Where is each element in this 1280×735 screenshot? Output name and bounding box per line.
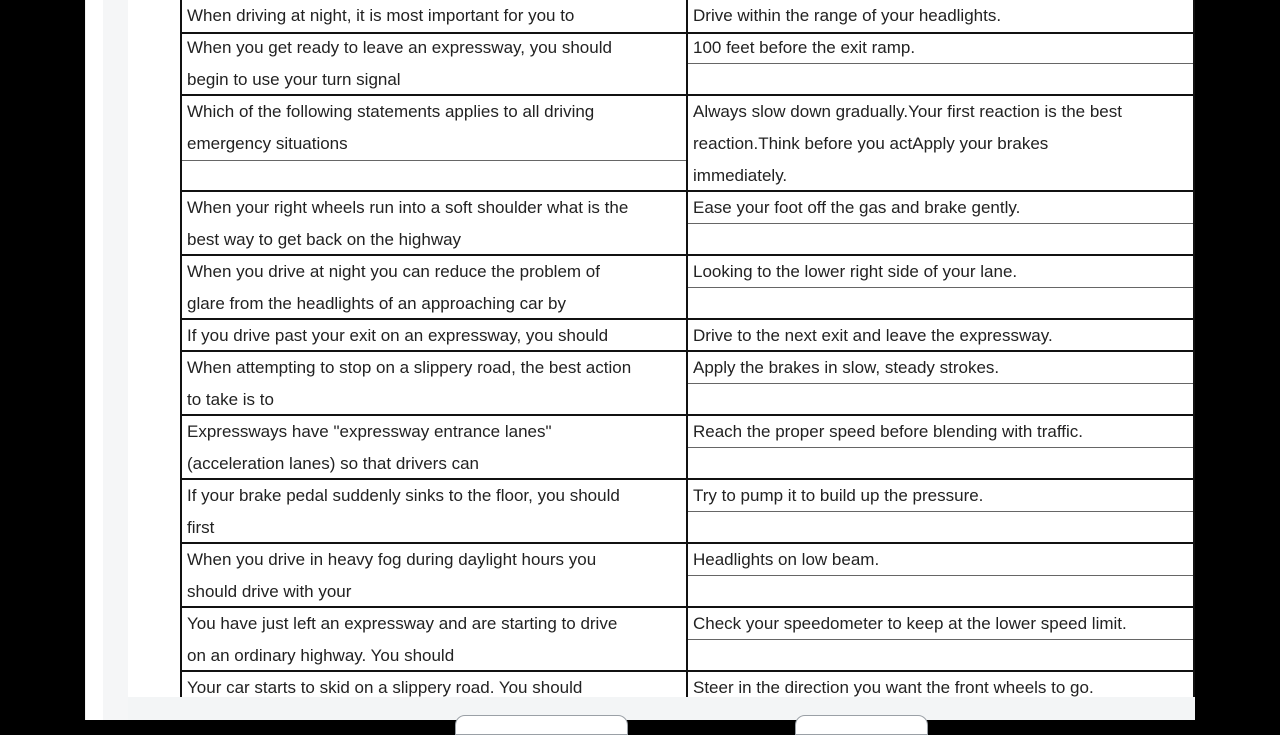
answer-blank bbox=[688, 640, 1195, 672]
question-cell bbox=[180, 192, 688, 256]
answer-cell bbox=[688, 32, 1195, 96]
answer-blank bbox=[688, 512, 1195, 544]
question-text: glare from the headlights of an approaching car by bbox=[187, 294, 566, 313]
question-text: to take is to bbox=[187, 390, 274, 409]
question-text: If your brake pedal suddenly sinks to the floor, you should bbox=[187, 486, 620, 505]
question-text: When driving at night, it is most important for you to bbox=[187, 6, 575, 25]
question-text: (acceleration lanes) so that drivers can bbox=[187, 454, 479, 473]
question-cell bbox=[180, 544, 688, 608]
answer-cell bbox=[688, 544, 1195, 608]
table-row bbox=[180, 256, 1195, 320]
answer-text: Check your speedometer to keep at the lower speed limit. bbox=[688, 608, 1195, 640]
answer-cell bbox=[688, 416, 1195, 480]
answer-cell bbox=[688, 192, 1195, 256]
viewer-button-right[interactable] bbox=[795, 715, 928, 735]
question-text: If you drive past your exit on an expressway, you should bbox=[187, 326, 609, 345]
answer-text: Drive within the range of your headlights. bbox=[693, 6, 1002, 25]
document-page bbox=[128, 0, 1195, 697]
table-row bbox=[180, 96, 1195, 192]
question-text: Expressways have "expressway entrance lanes" bbox=[187, 422, 552, 441]
answer-text: reaction.Think before you actApply your brakes bbox=[693, 134, 1049, 153]
table-row bbox=[180, 416, 1195, 480]
table-row bbox=[180, 544, 1195, 608]
answer-blank bbox=[688, 576, 1195, 608]
answer-cell bbox=[688, 320, 1195, 352]
question-text: Which of the following statements applies to all driving bbox=[187, 102, 595, 121]
question-cell bbox=[180, 96, 688, 192]
table-row bbox=[180, 32, 1195, 96]
answer-cell bbox=[688, 352, 1195, 416]
answer-text: Try to pump it to build up the pressure. bbox=[688, 480, 1195, 512]
answer-cell bbox=[688, 256, 1195, 320]
question-cell bbox=[180, 0, 688, 34]
question-text: should drive with your bbox=[187, 582, 352, 601]
question-cell bbox=[180, 416, 688, 480]
question-text: When your right wheels run into a soft shoulder what is the bbox=[187, 198, 629, 217]
table-row bbox=[180, 608, 1195, 672]
table-right-border bbox=[1193, 0, 1195, 697]
question-cell bbox=[180, 256, 688, 320]
question-text: When you drive at night you can reduce the problem of bbox=[187, 262, 600, 281]
answer-text: Headlights on low beam. bbox=[688, 544, 1195, 576]
table-row bbox=[180, 192, 1195, 256]
answer-text: Steer in the direction you want the front wheels to go. bbox=[688, 672, 1195, 697]
question-text: You have just left an expressway and are starting to drive bbox=[187, 614, 618, 633]
question-cell bbox=[180, 352, 688, 416]
answer-text: Always slow down gradually.Your first reaction is the best bbox=[693, 102, 1122, 121]
answer-text: Drive to the next exit and leave the expressway. bbox=[693, 326, 1053, 345]
question-text: begin to use your turn signal bbox=[187, 70, 401, 89]
table-row bbox=[180, 480, 1195, 544]
answer-blank bbox=[688, 448, 1195, 480]
question-text: first bbox=[187, 518, 215, 537]
question-cell bbox=[180, 320, 688, 352]
viewer-bottom-bar bbox=[128, 697, 1195, 720]
question-cell bbox=[180, 608, 688, 672]
question-cell bbox=[180, 480, 688, 544]
answer-cell bbox=[688, 0, 1195, 34]
question-cell bbox=[180, 672, 688, 697]
question-text: best way to get back on the highway bbox=[187, 230, 462, 249]
side-panel bbox=[85, 0, 129, 720]
answer-text: Reach the proper speed before blending with traffic. bbox=[688, 416, 1195, 448]
answer-text: Looking to the lower right side of your lane. bbox=[688, 256, 1195, 288]
answer-text: 100 feet before the exit ramp. bbox=[688, 32, 1195, 64]
table-row bbox=[180, 320, 1195, 352]
question-text: emergency situations bbox=[187, 134, 348, 153]
table-row bbox=[180, 0, 1195, 34]
answer-text: immediately. bbox=[693, 166, 788, 185]
question-text: When you get ready to leave an expressway, you should bbox=[187, 38, 612, 57]
answer-blank bbox=[688, 224, 1195, 256]
viewer-button-left[interactable] bbox=[455, 715, 628, 735]
answer-cell bbox=[688, 672, 1195, 697]
answer-blank bbox=[688, 384, 1195, 416]
question-text: on an ordinary highway. You should bbox=[187, 646, 455, 665]
question-cell bbox=[180, 32, 688, 96]
side-panel-gutter bbox=[103, 0, 129, 720]
question-text: When you drive in heavy fog during daylight hours you bbox=[187, 550, 597, 569]
answer-cell bbox=[688, 608, 1195, 672]
question-text: When attempting to stop on a slippery road, the best action bbox=[187, 358, 632, 377]
table-row bbox=[180, 352, 1195, 416]
answer-blank bbox=[688, 288, 1195, 320]
answer-text: Ease your foot off the gas and brake gently. bbox=[688, 192, 1195, 224]
answer-text: Apply the brakes in slow, steady strokes. bbox=[688, 352, 1195, 384]
answer-blank bbox=[688, 64, 1195, 96]
answer-cell bbox=[688, 480, 1195, 544]
question-blank bbox=[182, 160, 686, 193]
table-row bbox=[180, 672, 1195, 697]
question-text: Your car starts to skid on a slippery road. You should bbox=[187, 678, 583, 697]
answer-cell bbox=[688, 96, 1195, 192]
